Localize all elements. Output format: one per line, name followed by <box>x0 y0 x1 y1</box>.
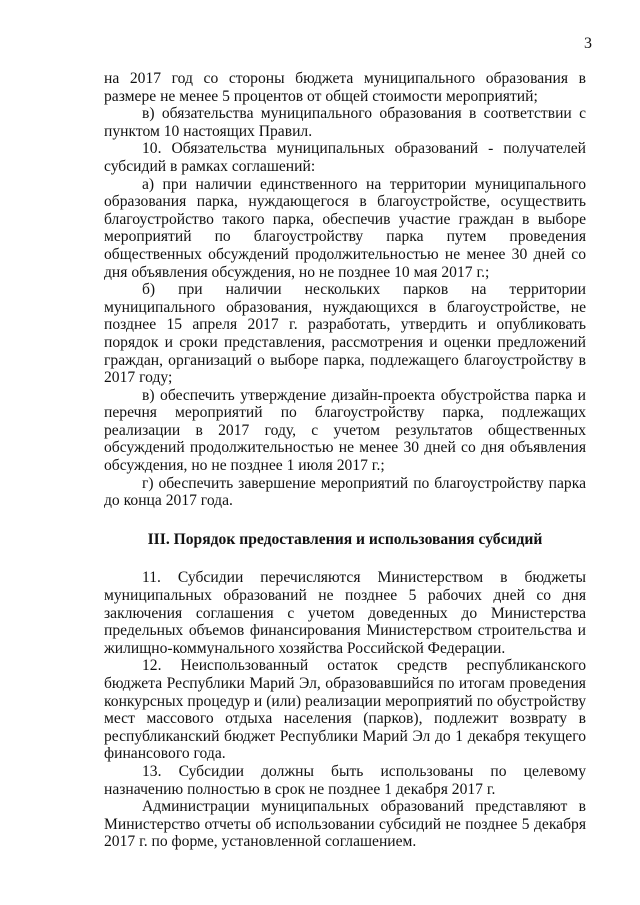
paragraph: 10. Обязательства муниципальных образований - получателей субсидий в рамках соглашений: <box>104 140 586 175</box>
paragraph: 11. Субсидии перечисляются Министерством в бюджеты муниципальных образований не позднее 5 рабочих дней со дня заключения соглашения с учетом доведенных до Министерства предельных объемов финансирования Министерством строительства и жилищно-коммунального хозяйства Российской Федерации. <box>104 569 586 657</box>
paragraph: в) обеспечить утверждение дизайн-проекта обустройства парка и перечня мероприятий по благоустройству парка, подлежащих реализации в 2017 году, с учетом результатов общественных обсуждений продолжительностью не менее 30 дней со дня объявления обсуждения, но не позднее 1 июля 2017 г.; <box>104 386 586 475</box>
paragraph: а) при наличии единственного на территории муниципального образования парка, нуждающегося в благоустройстве, осуществить благоустройство такого парка, обеспечив участие граждан в выборе мероприятий по благоустройству парка путем проведения общественных обсуждений продолжительностью не менее 30 дней со дня объявления обсуждения, но не позднее 10 мая 2017 г.; <box>104 175 586 281</box>
paragraph: 12. Неиспользованный остаток средств республиканского бюджета Республики Марий Эл, образовавшийся по итогам проведения конкурсных процедур и (или) реализации мероприятий по обустройству мест массового отдыха населения (парков), подлежит возврату в республиканский бюджет Республики Марий Эл до 1 декабря текущего финансового года. <box>104 657 586 763</box>
paragraph: в) обязательства муниципального образования в соответствии с пунктом 10 настоящих Правил. <box>104 105 586 140</box>
page-number: 3 <box>584 35 592 52</box>
paragraph: 13. Субсидии должны быть использованы по целевому назначению полностью в срок не позднее 1 декабря 2017 г. <box>104 762 586 798</box>
document-body <box>104 70 586 851</box>
paragraph: на 2017 год со стороны бюджета муниципального образования в размере не менее 5 процентов от общей стоимости мероприятий; <box>104 70 586 105</box>
paragraph: б) при наличии нескольких парков на территории муниципального образования, нуждающихся в благоустройстве, не позднее 15 апреля 2017 г. разработать, утвердить и опубликовать порядок и сроки представления, рассмотрения и оценки предложений граждан, организаций о выборе парка, подлежащего благоустройству в 2017 году; <box>104 281 586 387</box>
section-title: III. Порядок предоставления и использования субсидий <box>147 530 543 548</box>
paragraph: г) обеспечить завершение мероприятий по благоустройству парка до конца 2017 года. <box>104 474 586 510</box>
paragraph: Администрации муниципальных образований представляют в Министерство отчеты об использовании субсидий не позднее 5 декабря 2017 г. по форме, установленной соглашением. <box>104 798 586 851</box>
